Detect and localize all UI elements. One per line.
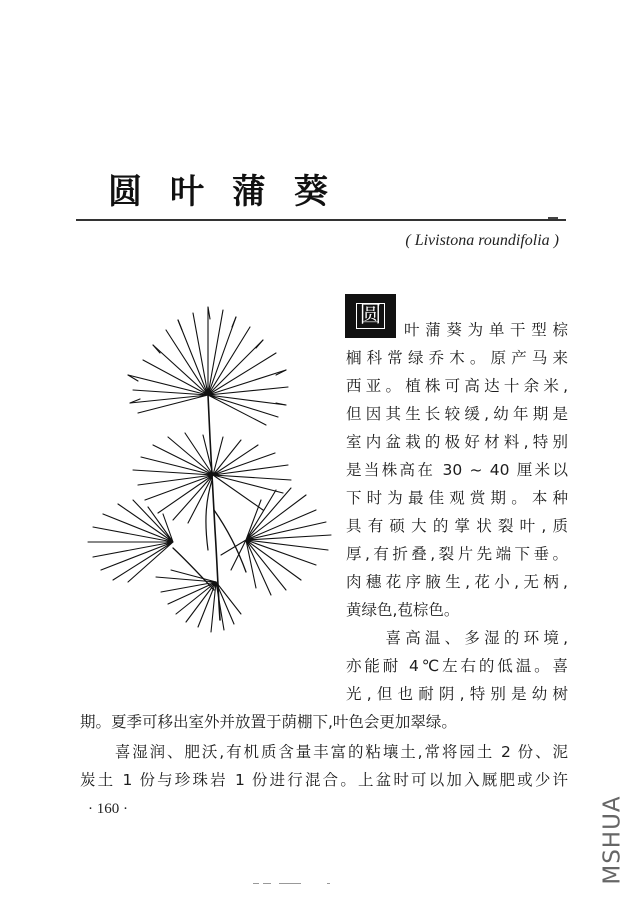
body-text-line: 是当株高在 30 ~ 40 厘米以 [346,461,568,479]
drop-cap-character: 圆 [356,303,384,329]
scan-artifact-dashes [253,883,333,885]
body-text-line: 叶蒲葵为单干型棕 [404,321,568,339]
body-text-line: 亦能耐 4℃左右的低温。喜 [346,657,568,675]
body-text-line: 西亚。植株可高达十余米, [346,377,568,395]
body-text-line: 下时为最佳观赏期。本种 [346,489,568,507]
body-text-line: 炭土 1 份与珍珠岩 1 份进行混合。上盆时可以加入厩肥或少许 [80,771,568,789]
body-text-line: 光,但也耐阴,特别是幼树 [346,685,568,703]
page-number: · 160 · [88,801,128,817]
page-title: 圆叶蒲葵 [108,172,356,212]
latin-name: ( Livistona roundifolia ) [405,232,559,249]
body-text-line: 榈科常绿乔木。原产马来 [346,349,568,367]
watermark-text: MSHUA [600,795,626,885]
title-rule-divider [76,219,566,221]
body-text-line: 肉穗花序腋生,花小,无柄, [346,573,568,591]
body-text-line: 室内盆栽的极好材料,特别 [346,433,568,451]
fan-palm-illustration-icon [78,300,336,640]
watermark [598,790,628,890]
body-text-line: 厚,有折叠,裂片先端下垂。 [346,545,568,563]
body-text-line: 期。夏季可移出室外并放置于荫棚下,叶色会更加翠绿。 [80,713,457,731]
body-text-line: 但因其生长较缓,幼年期是 [346,405,568,423]
body-text-line: 喜高温、多湿的环境, [346,629,568,647]
body-text-line: 具有硕大的掌状裂叶,质 [346,517,568,535]
body-text-line: 黄绿色,苞棕色。 [346,601,460,619]
drop-cap [345,294,396,338]
body-text-line: 喜湿润、肥沃,有机质含量丰富的粘壤土,常将园土 2 份、泥 [80,743,568,761]
rule-end-mark [548,217,558,219]
